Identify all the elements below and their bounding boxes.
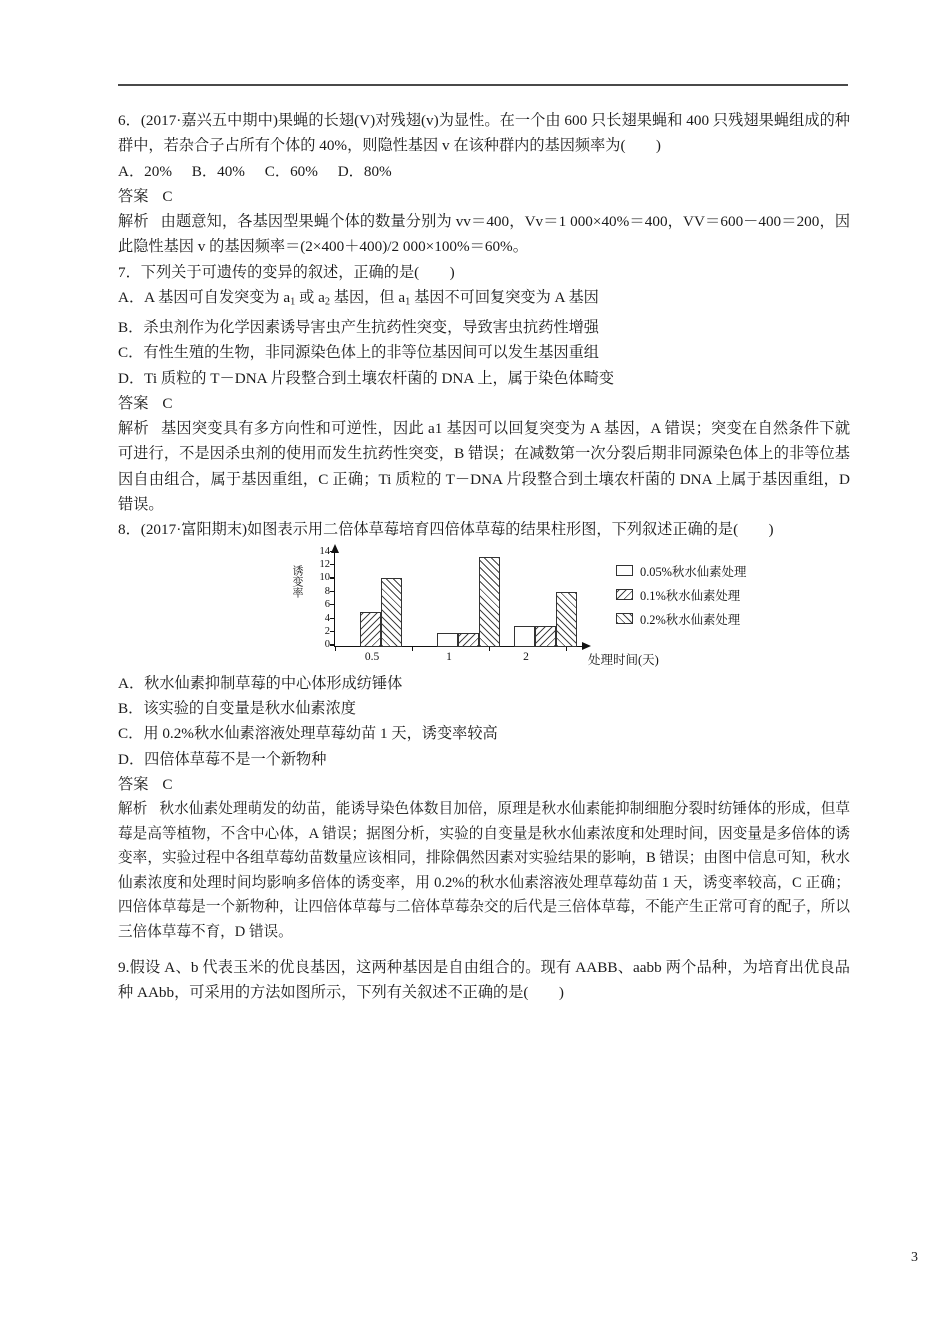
legend-item-2 [616,607,826,631]
explanation-label: 解析 [118,420,149,438]
answer-value: C [162,187,173,205]
option-text: 四倍体草莓不是一个新物种 [144,750,327,768]
y-tick-2: 2 [324,626,330,638]
question-7-option-c [118,340,850,365]
y-tickmark-4 [330,618,334,619]
option-text: 秋水仙素抑制草莓的中心体形成纺锤体 [144,674,403,692]
option-letter: D． [118,750,145,768]
option-letter: B． [118,699,144,717]
y-tick-0: 0 [324,639,330,651]
y-tickmark-8 [330,591,334,592]
bar-chart [286,545,747,669]
option-letter: C． [118,344,144,362]
option-letter: A． [118,674,145,692]
question-8-figure [118,547,850,669]
question-6-explanation [118,209,850,260]
question-7-option-d [118,366,850,391]
explanation-text: 基因突变具有多方向性和可逆性，因此 a1 基因可以回复突变为 A 基因，A 错误；突变在自然条件下就可进行，不是因杀虫剂的使用而发生抗药性突变，B 错误；在减数第一次分裂后期非同源染色体上的非等位基因自由组合，属于基因重组，C 正确；Ti 质粒的 T－DNA 片段整合到土壤农杆菌的 DNA 上属于基因重组，D 错误。 [118,420,851,514]
x-category-0: 0.5 [364,650,380,663]
y-tickmark-14 [330,551,334,552]
option-subscript-2: 2 [324,296,330,308]
y-tick-10: 10 [319,572,330,584]
legend-item-1 [616,583,826,607]
question-7-option-b [118,315,850,340]
bar-2-0.1pct [535,626,556,647]
y-tickmark-6 [330,604,334,605]
question-6-answer [118,184,850,209]
bar-0.5-0.2pct [381,578,402,647]
option-subscript-1: 1 [290,296,296,308]
option-text: 有性生殖的生物，非同源染色体上的非等位基因间可以发生基因重组 [143,344,599,362]
question-6-options [118,159,850,184]
question-7-option-a [118,285,850,315]
question-9-stem: 9.假设 A、b 代表玉米的优良基因，这两种基因是自由组合的。现有 AABB、aabb 两个品种，为培育出优良品种 AAbb，可采用的方法如图所示，下列有关叙述不正确的是( ) [118,958,850,1001]
page-content [118,108,850,1005]
option-text-end: 基因不可回复突变为 A 基因 [410,289,599,307]
answer-value: C [162,775,173,793]
option-text-post: 基因，但 a [330,289,406,307]
y-tick-8: 8 [324,585,330,597]
option-letter: A． [118,289,145,307]
legend-swatch-none-icon [616,565,633,576]
option-text-mid: 或 a [295,289,325,307]
explanation-label: 解析 [118,801,148,818]
bar-1-0.2pct [479,557,500,646]
y-tick-12: 12 [319,559,330,571]
question-7-answer [118,391,850,416]
chart-y-axis-label: 诱变率 [291,564,303,598]
option-subscript-3: 1 [405,296,411,308]
question-8-option-d [118,747,850,772]
y-tickmark-10 [330,577,334,578]
explanation-text: 秋水仙素处理萌发的幼苗，能诱导染色体数目加倍，原理是秋水仙素能抑制细胞分裂时纺锤体的形成，但草莓是高等植物，不含中心体，A 错误；据图分析，实验的自变量是秋水仙素浓度和处理时间，因变量是多倍体的诱变率，实验过程中各组草莓幼苗数量应该相同，排除偶然因素对实验结果的影响，B 错误；由图中信息可知，秋水仙素浓度和处理时间均影响多倍体的诱变率，用 0.2%的秋水仙素溶液处理草莓幼苗 1 天，诱变率较高，C 正确；四倍体草莓是一个新物种，让四倍体草莓与二倍体草莓杂交的后代是三倍体草莓，不能产生正常可育的配子，所以三倍体草莓不育，D 错误。 [118,801,850,941]
x-tickmark-3 [566,647,567,651]
chart-plot-area [335,551,583,647]
legend-label-2: 0.2%秋水仙素处理 [640,612,741,627]
question-8-answer [118,772,850,797]
option-letter: C． [118,725,144,743]
option-letter: B． [118,318,144,336]
y-tickmark-2 [330,631,334,632]
bar-0.5-0.1pct [360,612,381,646]
option-a: A．20% [118,162,172,180]
bar-1-0.1pct [458,633,479,647]
y-tickmark-0 [330,644,334,645]
explanation-label: 解析 [118,213,149,231]
option-letter: D． [118,369,145,387]
option-text: 该实验的自变量是秋水仙素浓度 [143,699,356,717]
legend-item-0 [616,559,826,583]
legend-label-1: 0.1%秋水仙素处理 [640,588,741,603]
option-text: 杀虫剂作为化学因素诱导害虫产生抗药性突变，导致害虫抗药性增强 [143,318,599,336]
x-tickmark-2 [489,647,490,651]
legend-swatch-forwardslash-icon [616,613,633,624]
option-text-pre: A 基因可自发突变为 a [144,289,291,307]
y-tickmark-12 [330,564,334,565]
question-7-explanation [118,416,850,517]
bar-2-0.05pct [514,626,535,647]
option-c: C．60% [264,162,318,180]
bar-1-0.05pct [437,633,458,647]
chart-y-tick-labels [300,547,330,651]
chart-x-axis-label: 处理时间(天) [588,652,659,667]
explanation-text: 由题意知，各基因型果蝇个体的数量分别为 vv＝400，Vv＝1 000×40%＝400，VV＝600－400＝200，因此隐性基因 v 的基因频率＝(2×400＋400)/2 000×100%＝60%。 [118,213,851,256]
y-tick-14: 14 [319,545,330,557]
x-tickmark-start [335,647,336,651]
answer-label: 答案 [118,775,149,793]
chart-legend [616,559,826,631]
option-b: B．40% [191,162,245,180]
question-8-stem: 8．(2017·富阳期末)如图表示用二倍体草莓培育四倍体草莓的结果柱形图，下列叙述正确的是( ) [118,521,774,539]
question-8-option-b [118,696,850,721]
answer-label: 答案 [118,187,149,205]
legend-label-0: 0.05%秋水仙素处理 [640,564,747,579]
option-text: 用 0.2%秋水仙素溶液处理草莓幼苗 1 天，诱变率较高 [143,725,498,743]
question-8-option-c [118,721,850,746]
option-text: Ti 质粒的 T－DNA 片段整合到土壤农杆菌的 DNA 上，属于染色体畸变 [144,369,615,387]
y-tick-4: 4 [324,612,330,624]
question-7-stem: 7．下列关于可遗传的变异的叙述，正确的是( ) [118,263,455,281]
x-tickmark-1 [412,647,413,651]
x-category-1: 1 [446,650,452,663]
question-6-stem: 6．(2017·嘉兴五中期中)果蝇的长翅(V)对残翅(v)为显性。在一个由 600 只长翅果蝇和 400 只残翅果蝇组成的种群中，若杂合子占所有个体的 40%，则隐性基因 v 在该种群内的基因频率为( ) [118,112,850,155]
header-rule [118,84,848,86]
legend-swatch-backslash-icon [616,589,633,600]
x-category-2: 2 [523,650,529,663]
question-8-explanation [118,797,850,945]
page-number: 3 [911,1250,918,1265]
option-d: D．80% [337,162,392,180]
bar-2-0.2pct [556,592,577,647]
y-tick-6: 6 [324,599,330,611]
answer-value: C [162,394,173,412]
question-8-option-a [118,671,850,696]
answer-label: 答案 [118,394,149,412]
